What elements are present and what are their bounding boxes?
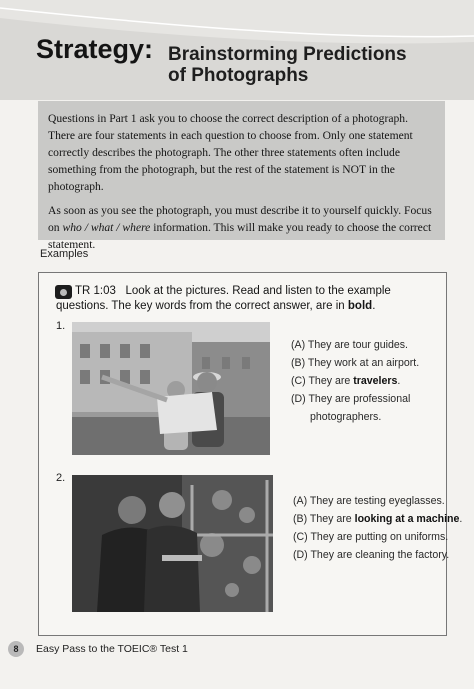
machine-photo — [72, 475, 273, 612]
option-c-keyword: travelers — [353, 375, 398, 387]
intro-paragraph-2-end: information. This will make you ready to choose the correct statement. — [48, 221, 432, 251]
example-1-option-c — [291, 372, 419, 390]
example-1-number: 1. — [56, 320, 66, 332]
example-1-option-b: (B) They work at an airport. — [291, 357, 420, 369]
example-1-options — [291, 336, 419, 426]
travelers-photo — [72, 322, 270, 455]
example-2-number: 2. — [56, 472, 66, 484]
example-1-option-a: (A) They are tour guides. — [291, 339, 408, 351]
intro-paragraph-1: Questions in Part 1 ask you to choose the correct description of a photograph. There are four statements in each question to choose from. Only one statement correctly describes the photograph. The other three statements often include something from the photograph, but the rest of the statement is NOT in the photograph. — [48, 112, 413, 193]
example-2-option-a: (A) They are testing eyeglasses. — [293, 495, 445, 507]
example-2-option-b — [293, 510, 462, 528]
option-b-end: . — [459, 513, 463, 525]
intro-paragraph-2 — [48, 202, 435, 253]
instruction-end: . — [372, 300, 376, 312]
example-1-option-d: (D) They are professional — [291, 393, 411, 405]
page-number: 8 — [8, 641, 24, 657]
intro-box — [38, 101, 445, 251]
example-2-options — [293, 492, 462, 564]
example-2-option-d: (D) They are cleaning the factory. — [293, 549, 450, 561]
option-c-text: (C) They are — [291, 375, 354, 387]
example-2-option-c: (C) They are putting on uniforms. — [293, 531, 449, 543]
example-1-option-d-cont: photographers. — [310, 411, 382, 423]
option-b-text: (B) They are — [293, 513, 355, 525]
examples-heading: Examples — [40, 248, 89, 260]
intro-paragraph-2-start: As soon as you see the photograph, you must describe it to yourself quickly. Focus on — [48, 204, 432, 234]
option-b-keyword: looking at a machine — [354, 513, 460, 525]
instruction-text: Look at the pictures. Read and listen to the example questions. The key words from the correct answer, are in — [56, 285, 391, 312]
intro-emphasis: who / what / where — [62, 221, 151, 234]
instruction — [56, 284, 436, 314]
audio-track-icon[interactable] — [55, 285, 72, 299]
title-strategy: Strategy: — [36, 34, 154, 64]
title-subtitle — [168, 44, 407, 86]
title-line-2: of Photographs — [168, 65, 309, 86]
title-line-1: Brainstorming Predictions — [168, 44, 407, 65]
footer-book-title: Easy Pass to the TOEIC® Test 1 — [36, 643, 188, 655]
option-c-end: . — [397, 375, 401, 387]
track-label: TR 1:03 — [75, 285, 116, 297]
instruction-bold-word: bold — [347, 300, 373, 312]
